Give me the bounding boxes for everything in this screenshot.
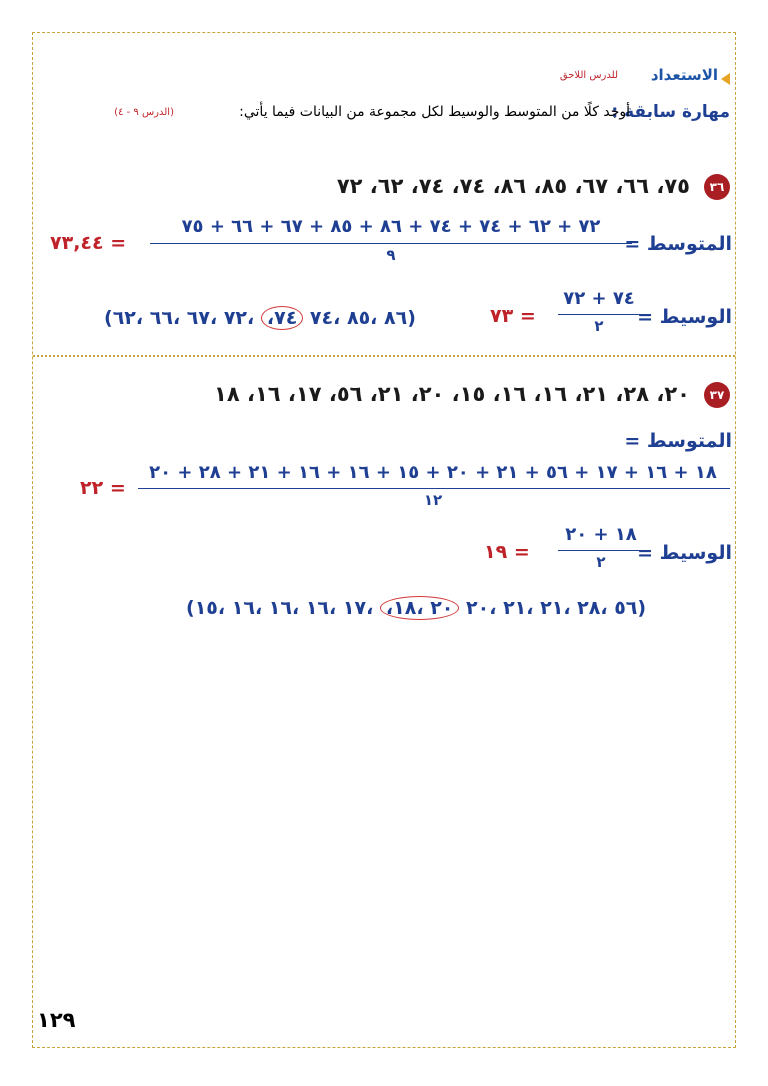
mean-denominator: ١٢ bbox=[423, 491, 443, 509]
problem-data-set: ٢٠، ٢٨، ٢١، ١٦، ١٦، ١٥، ٢٠، ٢١، ٥٦، ١٧، ١٦، ١٨ bbox=[214, 382, 690, 406]
ordered-data-end: ،١٧ ،١٦ ،١٦ ،١٦ ،١٥) bbox=[194, 597, 647, 619]
fraction-bar bbox=[150, 243, 632, 244]
skill-label: مهارة سابقة : bbox=[611, 102, 730, 122]
prep-title: الاستعداد bbox=[650, 66, 718, 84]
ordered-data bbox=[104, 306, 416, 330]
median-numerator: ١٨ + ٢٠ bbox=[565, 524, 637, 545]
median-result: ٧٣ = bbox=[490, 305, 536, 327]
median-denominator: ٢ bbox=[594, 317, 604, 335]
mean-numerator: ٧٢ + ٦٢ + ٧٤ + ٧٤ + ٨٦ + ٨٥ + ٦٧ + ٦٦ + ٧٥ bbox=[181, 216, 601, 237]
fraction-bar bbox=[558, 314, 640, 315]
median-numerator: ٧٤ + ٧٢ bbox=[563, 288, 635, 309]
mean-numerator: ١٨ + ١٦ + ١٧ + ٥٦ + ٢١ + ٢٠ + ١٥ + ١٦ + ١٦ + ٢١ + ٢٨ + ٢٠ bbox=[149, 462, 717, 483]
median-label: الوسيط = bbox=[637, 542, 732, 564]
instructions: أوجد كلًا من المتوسط والوسيط لكل مجموعة من البيانات فيما يأتي: bbox=[239, 104, 630, 120]
section-divider bbox=[33, 355, 735, 357]
mean-result: ٢٢ = bbox=[80, 477, 126, 499]
ordered-data bbox=[186, 596, 646, 620]
median-result: ١٩ = bbox=[484, 541, 530, 563]
fraction-bar bbox=[138, 488, 730, 489]
mean-label: المتوسط = bbox=[624, 233, 732, 255]
ordered-data-end: ،٧٢ ،٦٧ ،٦٦ ،٦٢) bbox=[112, 307, 416, 329]
page-number: ١٢٩ bbox=[37, 1008, 76, 1032]
problem-number-badge: ٣٦ bbox=[704, 174, 730, 200]
problem-data-set: ٧٥، ٦٦، ٦٧، ٨٥، ٨٦، ٧٤، ٧٤، ٦٢، ٧٢ bbox=[336, 174, 690, 198]
median-circled-values: ،٧٤ bbox=[261, 306, 303, 330]
mean-denominator: ٩ bbox=[386, 246, 396, 264]
problem-number-badge: ٣٧ bbox=[704, 382, 730, 408]
median-denominator: ٢ bbox=[596, 553, 606, 571]
fraction-bar bbox=[558, 550, 644, 551]
mean-result: ٧٣,٤٤ = bbox=[50, 232, 127, 254]
ordered-data-start: (٨٦ ،٨٥ ،٧٤ bbox=[104, 307, 408, 329]
mean-label: المتوسط = bbox=[624, 430, 732, 452]
prep-subtitle: للدرس اللاحق bbox=[559, 70, 618, 81]
triangle-arrow-icon bbox=[721, 73, 730, 85]
ordered-data-start: (٥٦ ،٢٨ ،٢١ ،٢١ ،٢٠ bbox=[186, 597, 638, 619]
lesson-reference: (الدرس ٩ - ٤) bbox=[114, 107, 174, 118]
median-circled-values: ،٢٠ ،١٨ bbox=[380, 596, 459, 620]
median-label: الوسيط = bbox=[637, 306, 732, 328]
